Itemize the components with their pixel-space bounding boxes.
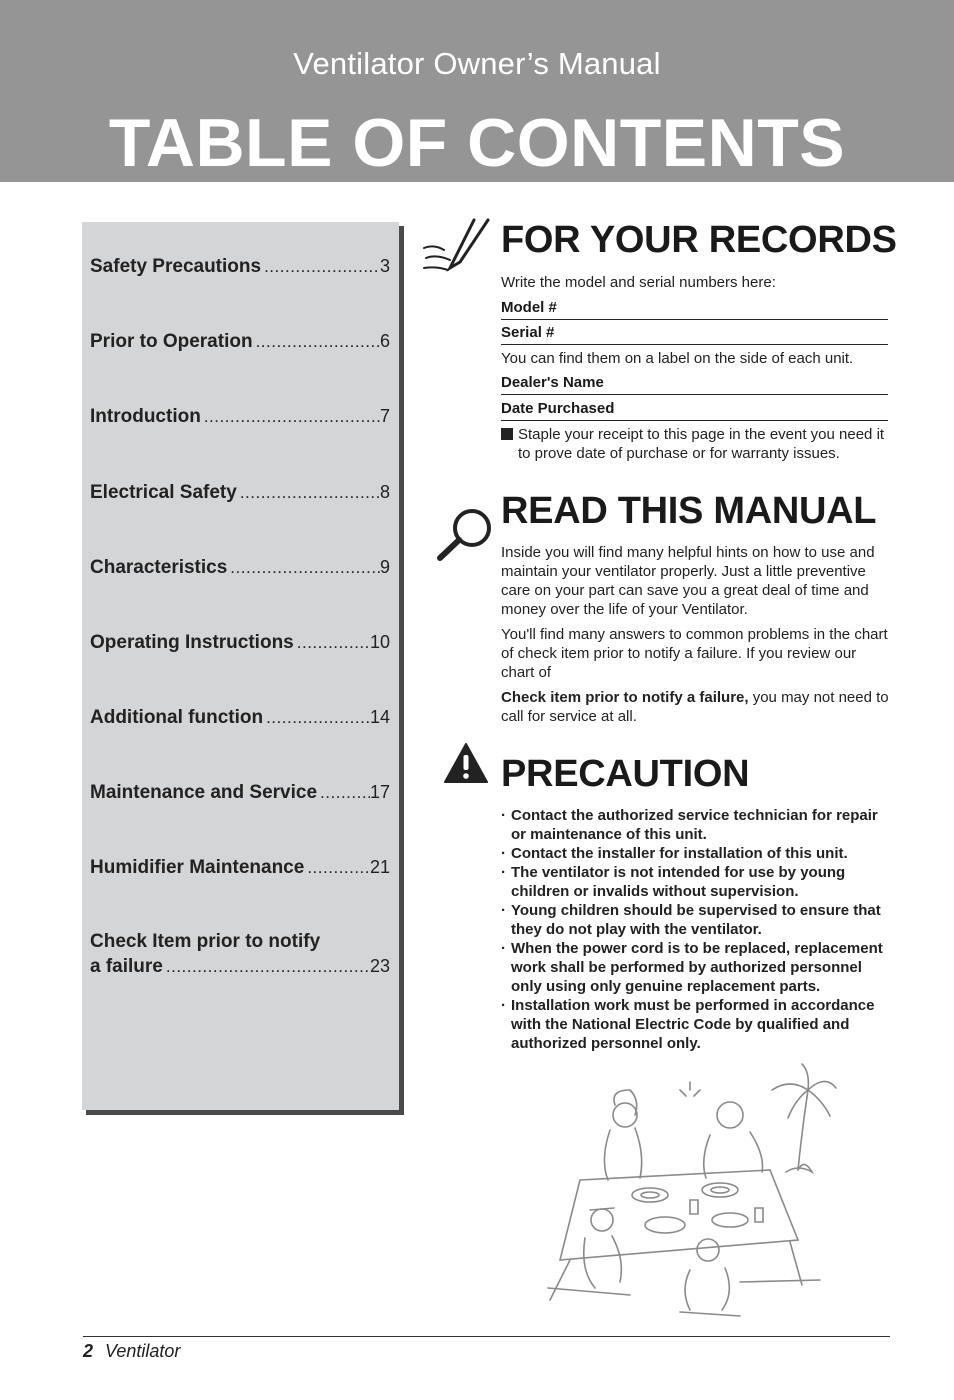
toc-item-label: Safety Precautions (90, 256, 262, 277)
precaution-item: · Contact the installer for installation of this unit. (501, 845, 848, 862)
manual-subtitle: Ventilator Owner’s Manual (293, 46, 661, 81)
precaution-title: PRECAUTION (501, 753, 750, 795)
precaution-item: · When the power cord is to be replaced, replacement work shall be performed by authorized personnel only using only genuine replacement parts. (501, 940, 883, 995)
precaution-item: · Installation work must be performed in accordance with the National Electric Code by qualified and authorized personnel only. (501, 997, 875, 1052)
read-manual-para2: You'll find many answers to common problems in the chart of check item prior to notify a failure. If you review our chart of (501, 626, 888, 681)
toc-item-page: 7 (379, 406, 390, 426)
toc-item-label: Maintenance and Service (90, 782, 318, 803)
precaution-item: · Young children should be supervised to ensure that they do not play with the ventilator. (501, 902, 881, 938)
read-manual-para3-rest: you may not need to call for service at all. (501, 689, 889, 725)
toc-item-introduction[interactable] (90, 404, 390, 429)
serial-number-field[interactable]: Serial # (501, 323, 888, 345)
toc-item-additional-function[interactable] (90, 705, 390, 730)
toc-item-page: 14 (369, 707, 390, 727)
records-title: FOR YOUR RECORDS (501, 219, 897, 261)
page-footer (83, 1341, 180, 1362)
toc-item-page: 9 (379, 557, 390, 577)
toc-item-electrical-safety[interactable] (90, 480, 390, 505)
records-intro: Write the model and serial numbers here: (501, 274, 776, 291)
toc-item-label: a failure (90, 956, 163, 977)
pen-icon (420, 216, 494, 274)
date-purchased-field[interactable]: Date Purchased (501, 399, 888, 421)
toc-item-page: 8 (379, 482, 390, 502)
read-manual-para1: Inside you will find many helpful hints on how to use and maintain your ventilator properly. Just a little preventive care on your part can save you a great deal of time and money over the life of your Ventilator. (501, 544, 875, 618)
toc-item-page: 17 (369, 782, 390, 802)
toc-item-operating-instructions[interactable] (90, 630, 390, 655)
toc-item-label: Humidifier Maintenance (90, 857, 305, 878)
toc-item-page: 10 (369, 632, 390, 652)
staple-note (501, 425, 891, 463)
toc-item-characteristics[interactable] (90, 555, 390, 580)
page-title: TABLE OF CONTENTS (108, 105, 846, 181)
page-number: 2 (83, 1341, 94, 1361)
precaution-item: · The ventilator is not intended for use by young children or invalids without supervision. (501, 864, 846, 900)
toc-item-page: 3 (379, 256, 390, 276)
magnifier-icon (434, 506, 496, 564)
toc-item-humidifier-maintenance[interactable] (90, 855, 390, 880)
warning-icon (443, 742, 489, 784)
toc-item-safety-precautions[interactable] (90, 254, 390, 279)
footer-divider (83, 1336, 890, 1337)
precaution-item: · Contact the authorized service technician for repair or maintenance of this unit. (501, 807, 878, 843)
staple-note-text: Staple your receipt to this page in the event you need it to prove date of purchase or for warranty issues. (518, 426, 885, 462)
precaution-list (501, 806, 891, 1053)
square-bullet-icon (501, 428, 513, 440)
toc-item-page: 23 (369, 956, 390, 976)
read-manual-para3 (501, 688, 891, 726)
header-banner (0, 0, 954, 182)
picnic-illustration (540, 1060, 840, 1325)
check-item-emphasis: Check item prior to notify a failure, (501, 689, 749, 706)
toc-item-label: Characteristics (90, 557, 228, 578)
toc-item-maintenance-and-service[interactable] (90, 780, 390, 805)
dealer-name-field[interactable]: Dealer's Name (501, 373, 888, 395)
toc-panel (82, 222, 399, 1110)
toc-item-label: Operating Instructions (90, 632, 294, 653)
toc-item-check-item[interactable] (90, 930, 390, 979)
toc-item-label: Introduction (90, 406, 201, 427)
toc-item-label: Electrical Safety (90, 482, 237, 503)
toc-item-page: 21 (369, 857, 390, 877)
toc-item-label: Additional function (90, 707, 264, 728)
toc-item-page: 6 (379, 331, 390, 351)
footer-product: Ventilator (105, 1341, 181, 1361)
toc-item-prior-to-operation[interactable] (90, 329, 390, 354)
read-manual-title: READ THIS MANUAL (501, 490, 877, 532)
label-location-note: You can find them on a label on the side of each unit. (501, 350, 854, 367)
model-number-field[interactable]: Model # (501, 298, 888, 320)
toc-item-label-line1: Check Item prior to notify (90, 931, 321, 952)
toc-item-label: Prior to Operation (90, 331, 253, 352)
